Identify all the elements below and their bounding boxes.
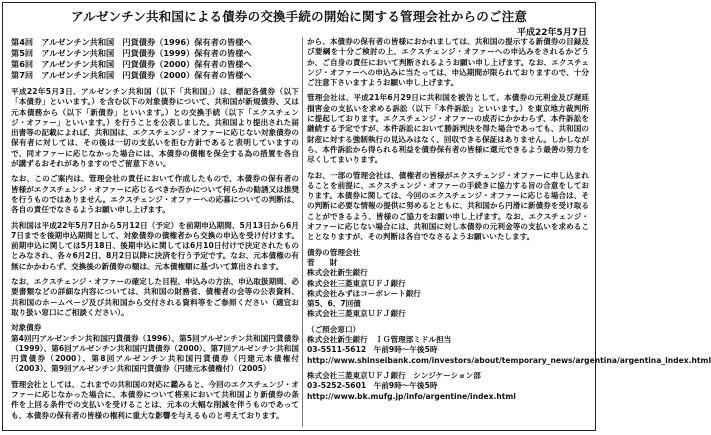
- target-bonds-heading: 対象債券: [11, 323, 42, 333]
- paragraph-lawsuit: 管理会社は、平成21年6月29日に共和国を被告として、本債券の元利金及び遅延損害金の支払いを求める訴訟（以下「本件訴訟」といいます。）を東京地方裁判所に提起しております。エクスチェンジ・オファーの成否にかかわらず、本件訴訟を継続する予定ですが、本件訴訟において勝訴判決を得た場合であっても、共和国の財産に対する強制執行の見込みはなく、回収できる保証はありません。しかしながら、本件訴訟から得られる利益を債券保有者の皆様に還元できるよう最善の努力を尽くしてまいります。: [307, 93, 589, 165]
- contact-heading: （ご照会窓口）: [307, 324, 361, 334]
- bond-list: [11, 37, 299, 81]
- bond-item: 第5回 アルゼンチン共和国 円貨債券（1999）保有者の皆様へ: [11, 48, 252, 58]
- target-bonds-list: 第4回円アルゼンチン共和国円貨債券（1996）、第5回アルゼンチン共和国円貨債券（1999）、第6回アルゼンチン共和国円貨債券（2000）、第7回アルゼンチン共和国円貨債券（2000）、第8回アルゼンチン共和国円貨債券（円建元本債権付（2003）、第9回アルゼンチン共和国円貨債券（円建元本債権付）（2005）: [11, 333, 299, 374]
- paragraph-disclaimer: なお、このご案内は、管理会社の責任において作成したもので、本債券の保有者の皆様がエクスチェンジ・オファーに応じるべきか否かについて何らかの勧誘又は推奨を行うものではありません。エクスチェンジ・オファーへの応募についての判断は、各自の責任でなさるようお願い申し上げます。: [11, 174, 299, 215]
- bond-item: 第6回 アルゼンチン共和国 円貨債券（2000）保有者の皆様へ: [11, 59, 252, 69]
- administrator-item: 株式会社みずほコーポレート銀行: [307, 288, 421, 298]
- administrator-item: 株式会社三菱東京ＵＦＪ銀行: [307, 309, 406, 319]
- column-divider: [302, 37, 303, 427]
- paragraph-manager-view: 管理会社としては、これまでの共和国の対応に鑑みると、今回のエクスチェンジ・オファーに応じなかった場合に、本債券について将来において共和国より新債券の条件を上回る条件での支払いを受けることは、元本の大幅な削減を伴うものであっても、本債券の保有者の皆様の権利に重大な影響を与えるものと考えております。: [11, 379, 299, 420]
- paragraph-cooperation: なお、一部の管理会社は、債権者の皆様がエクスチェンジ・オファーに申し込まれることを前提に、エクスチェンジ・オファーの手続きに協力する旨の合意をしております。本債券に関しては、今回のエクスチェンジ・オファーに応じる場合は、その判断に必要な情報の提供に努めるとともに、共和国から円滑に新債券を受け取ることができるよう、皆様のご協力をお願い申し上げます。なお、エクスチェンジ・オファーに応じない場合には、共和国に対し本債券の元利金等の支払いを求めることとなりますが、その判断は各自でなさるようお願いいたします。: [307, 170, 589, 242]
- contact-mufg-url[interactable]: http://www.bk.mufg.jp/info/argentine/index.html: [307, 391, 516, 401]
- notice-title: アルゼンチン共和国による債券の交換手続の開始に関する管理会社からのご注意: [70, 9, 528, 24]
- notice-frame: [2, 2, 711, 431]
- contact-mufg-tel: 03-5252-5601 午前9時～午後5時: [307, 381, 438, 391]
- left-column: [11, 37, 299, 429]
- contact-shinsei-name: 株式会社新生銀行 ＩＧ管理部ミドル担当: [307, 335, 452, 345]
- administrator-item: 菅 財: [307, 257, 338, 267]
- paragraph-schedule: 共和国は平成22年5月7日から5月12日（予定）を前期申込期間、5月13日から6月7日までを後期申込期間として、対象債券の債権者から交換の申込を受け付けます。前期申込に関しては5月18日、後期申込に関しては6月10日付けで決定されたものとみなされ、各々6月2日、8月2日以降に決済を行う予定です。なお、元本債権の有無にかかわらず、交換後の新債券の額は、元本債権額に基づいて算出されます。: [11, 220, 299, 271]
- notice-date: 平成22年5月7日: [516, 28, 587, 38]
- administrator-item: 株式会社三菱東京ＵＦＪ銀行: [307, 278, 406, 288]
- administrators-heading: 債券の管理会社: [307, 247, 361, 257]
- administrator-item: 株式会社新生銀行: [307, 268, 368, 278]
- bond-item: 第4回 アルゼンチン共和国 円貨債券（1996）保有者の皆様へ: [11, 37, 252, 47]
- contact-shinsei-tel: 03-5511-5612 午前9時～午後5時: [307, 345, 438, 355]
- paragraph-advice: から、本債券の保有者の皆様におかれましては、共和国の提示する新債券の目録及び要綱を十分ご検討の上、エクスチェンジ・オファーへの申込みをされるかどうか、ご自身の責任において判断されるようお願い申し上げます。なお、エクスチェンジ・オファーへの申込みに当たっては、申込期間が限られておりますので、十分ご注意下さいますようお願い申し上げます。: [307, 37, 589, 88]
- contact-mufg-name: 株式会社三菱東京ＵＦＪ銀行 シンジケーション部: [307, 370, 481, 380]
- bond-item: 第7回 アルゼンチン共和国 円貨債券（2000）保有者の皆様へ: [11, 70, 252, 80]
- contact-shinsei-url[interactable]: http://www.shinseibank.com/investors/about/temporary_news/argentina/argentina_index.html: [307, 355, 711, 365]
- paragraph-details: なお、エクスチェンジ・オファーの確定した目程、申込みの方法、申込取扱期間、必要書類などの詳細な内容については、共和国の財務省、債権者の会等の公表資料、共和国のホームページ及び共和国から交付される資料等をご参照ください（適宜お取り扱い窓口にご相談ください）。: [11, 277, 299, 317]
- paragraph-exchange-offer: 平成22年5月3日、アルゼンチン共和国（以下「共和国」）は、標記各債券（以下「本債券」といいます。）を含む以下の対象債券について、共和国が新規債券、又は元本債務から（以下「新債券」といいます。）との交換手続（以下「エクスチェンジ・オファー」といいます。）を行うことを公表しました。共和国より提出された届出書等の記載によれば、共和国は、エクスチェンジ・オファーに応じない対象債券の保有者に対しては、その後は一切の支払いを拒む方針であると表明していますので、同オファーに応じなかった場合には、本債券の債権を保全する為の措置を各自が講ずるおそれがありますのでご留意下さい。: [11, 87, 299, 169]
- administrator-item: 第5、6、7回債: [307, 299, 361, 309]
- right-column: [307, 37, 711, 429]
- administrators-block: [307, 247, 711, 402]
